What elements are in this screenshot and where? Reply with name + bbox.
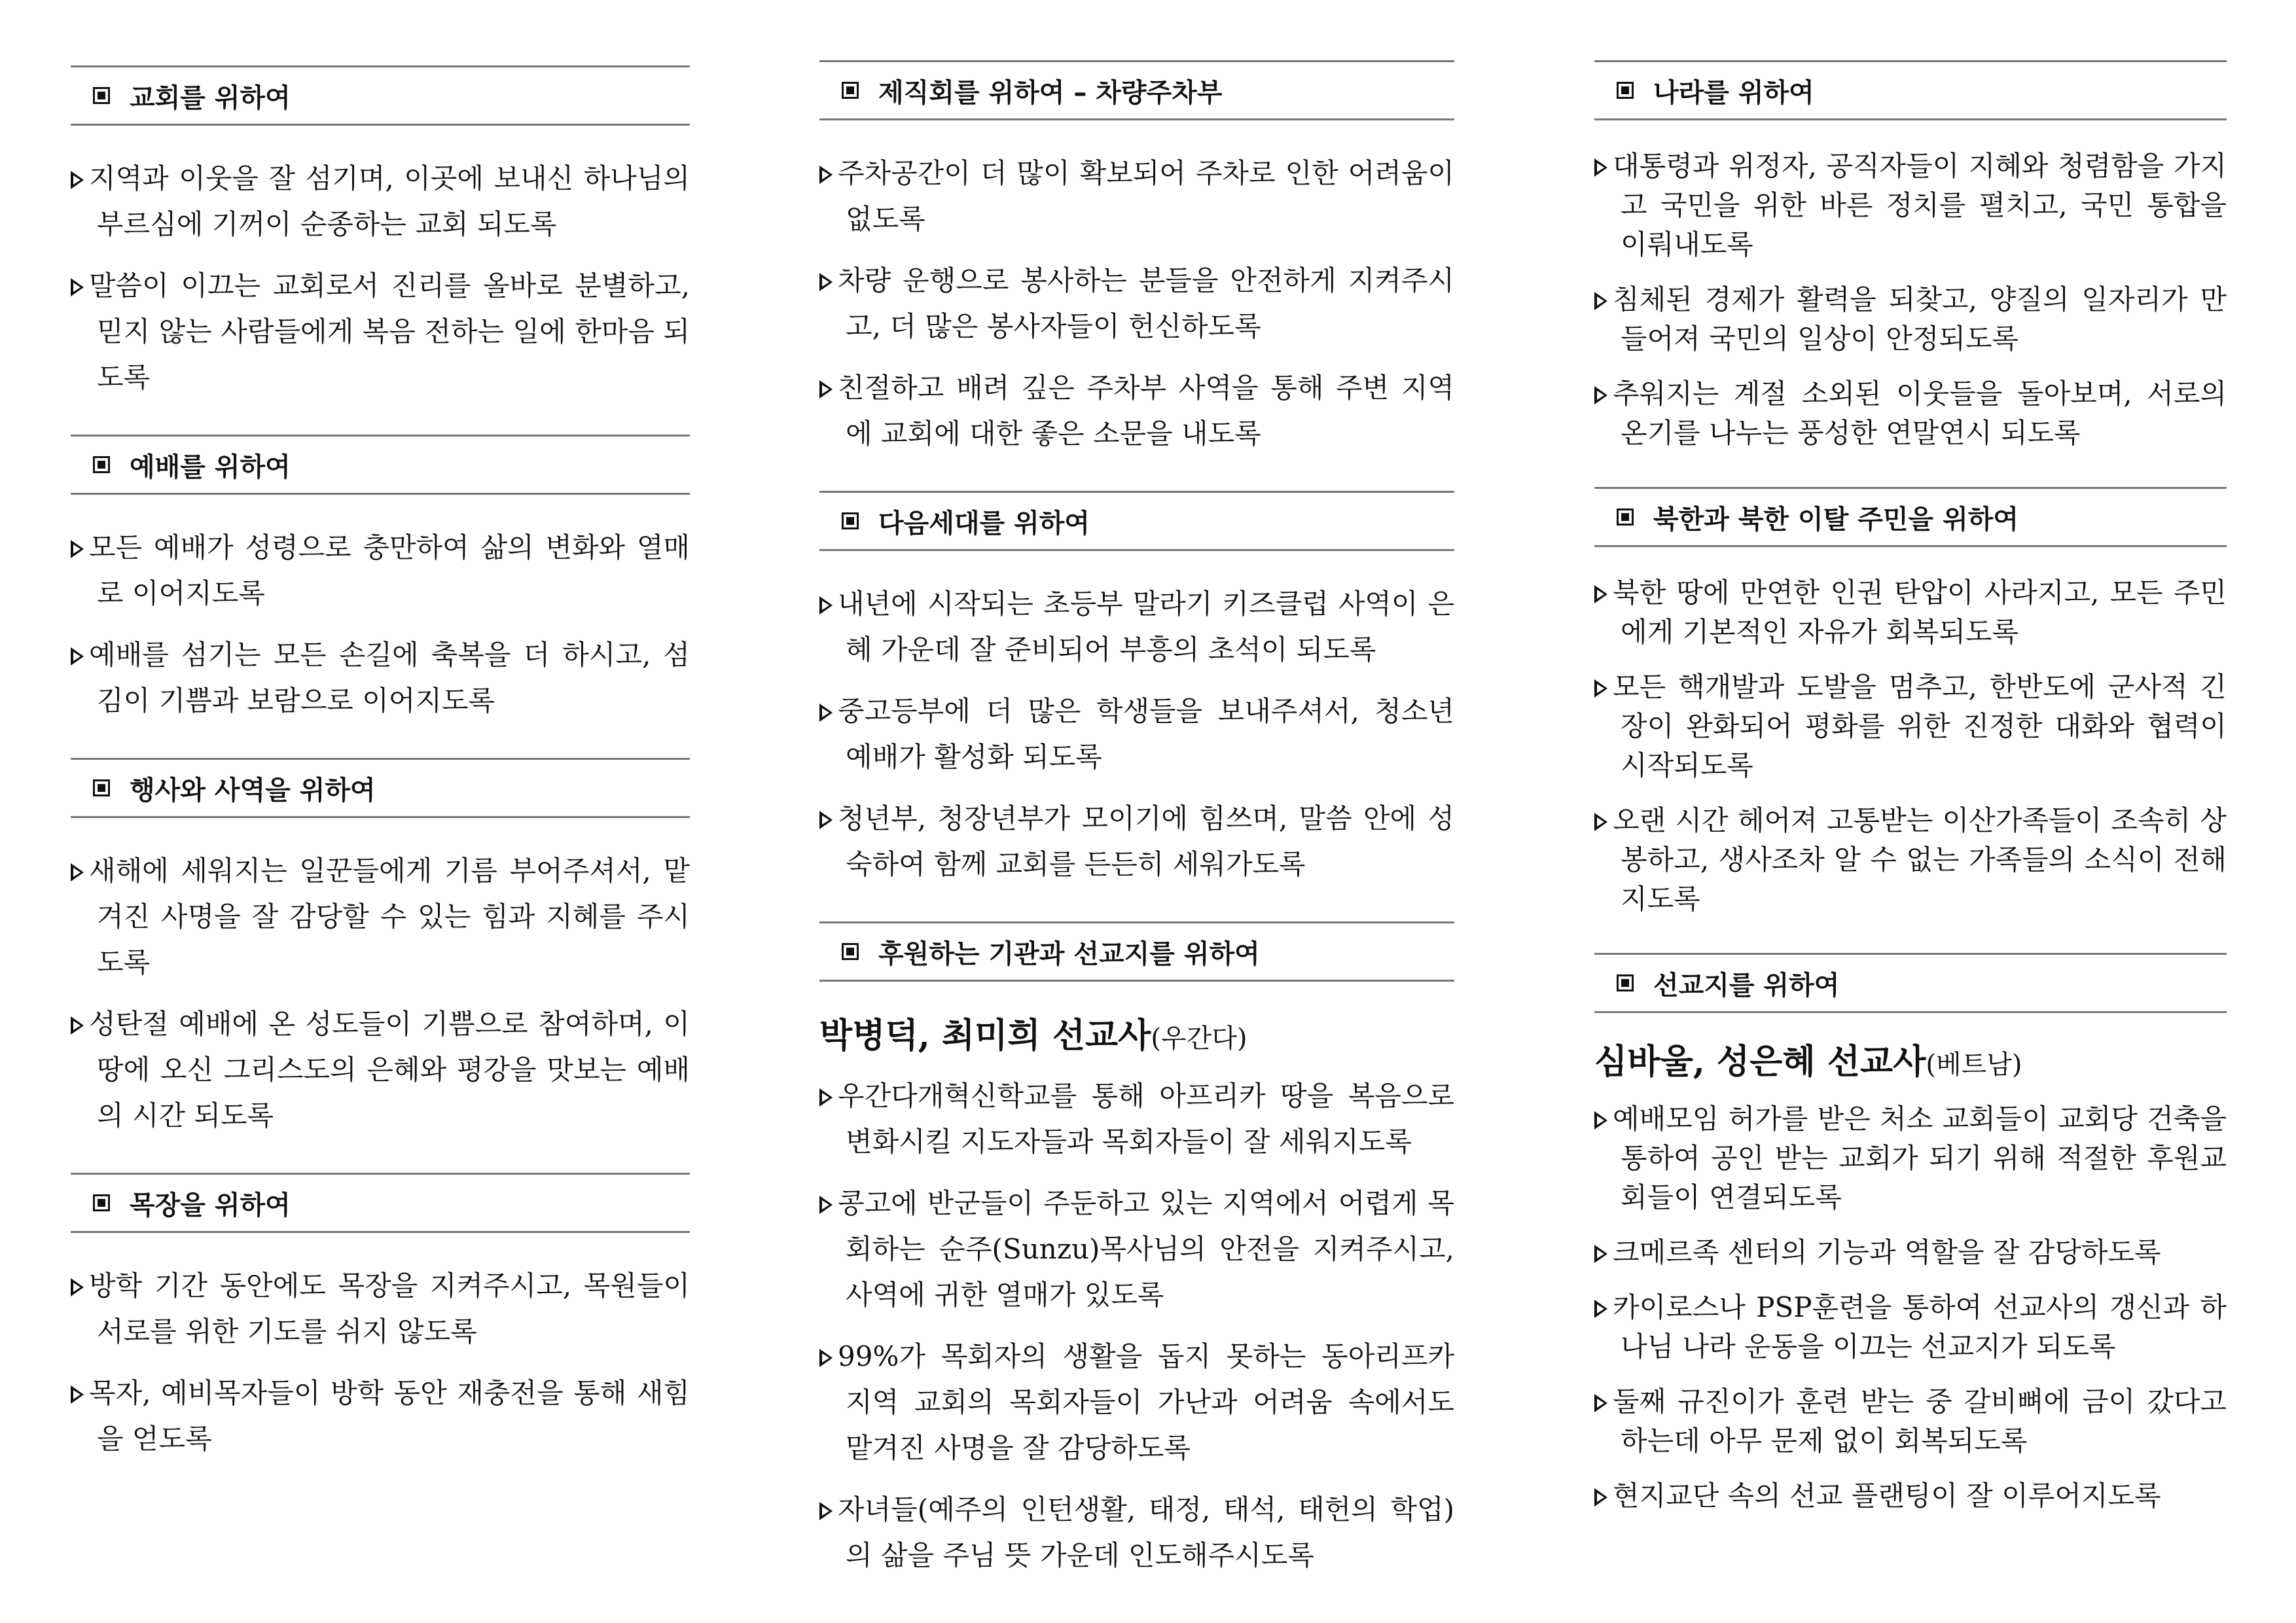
section-heading-events: [71, 758, 690, 818]
triangle-bullet-icon: [819, 380, 833, 399]
square-bullet-icon: [93, 779, 110, 796]
prayer-text: 둘째 규진이가 훈련 받는 중 갈비뼈에 금이 갔다고 하는데 아무 문제 없이 회복되도록: [1613, 1385, 2227, 1457]
triangle-bullet-icon: [71, 171, 84, 189]
column-2: [819, 60, 1454, 1613]
prayer-text: 말씀이 이끄는 교회로서 진리를 올바로 분별하고, 믿지 않는 사람들에게 복음 전하는 일에 한마음 되도록: [89, 270, 690, 393]
square-bullet-icon: [93, 456, 110, 473]
prayer-item: [1594, 801, 2227, 919]
prayer-item: [819, 365, 1454, 457]
prayer-text: 새해에 세워지는 일꾼들에게 기름 부어주셔서, 맡겨진 사명을 잘 감당할 수 있는 힘과 지혜를 주시도록: [89, 855, 690, 978]
triangle-bullet-icon: [71, 1016, 84, 1035]
triangle-bullet-icon: [819, 811, 833, 829]
prayer-text: 콩고에 반군들이 주둔하고 있는 지역에서 어렵게 목회하는 순주(Sunzu)목사님의 안전을 지켜주시고, 사역에 귀한 열매가 있도록: [838, 1187, 1454, 1311]
triangle-bullet-icon: [1594, 813, 1607, 831]
prayer-text: 99%가 목회자의 생활을 돕지 못하는 동아리프카 지역 교회의 목회자들이 가난과 어려움 속에서도 맡겨진 사명을 잘 감당하도록: [838, 1340, 1454, 1464]
support-items: [819, 1061, 1454, 1613]
prayer-item: [71, 632, 690, 724]
triangle-bullet-icon: [1594, 1245, 1607, 1263]
parking-items: [819, 120, 1454, 491]
column-1: [71, 65, 690, 1496]
pastor-items: [71, 1233, 690, 1496]
prayer-text: 침체된 경제가 활력을 되찾고, 양질의 일자리가 만들어져 국민의 일상이 안정되도록: [1613, 283, 2227, 355]
events-items: [71, 818, 690, 1173]
heading-text: 예배를 위하여: [130, 452, 291, 482]
heading-text: 다음세대를 위하여: [878, 508, 1090, 539]
north-items: [1594, 547, 2227, 953]
section-heading-support: [819, 921, 1454, 982]
prayer-text: 청년부, 청장년부가 모이기에 힘쓰며, 말씀 안에 성숙하여 함께 교회를 든든히 세워가도록: [838, 802, 1454, 880]
prayer-text: 우간다개혁신학교를 통해 아프리카 땅을 복음으로 변화시킬 지도자들과 목회자들이 잘 세워지도록: [838, 1080, 1454, 1158]
prayer-item: [819, 581, 1454, 673]
triangle-bullet-icon: [71, 1385, 84, 1404]
missionary-name: 박병덕, 최미희 선교사: [819, 1016, 1151, 1056]
triangle-bullet-icon: [1594, 1300, 1607, 1318]
triangle-bullet-icon: [71, 647, 84, 666]
prayer-item: [71, 1263, 690, 1355]
prayer-item: [1594, 1476, 2227, 1516]
section-heading-nation: [1594, 60, 2227, 120]
prayer-text: 성탄절 예배에 온 성도들이 기쁨으로 참여하며, 이 땅에 오신 그리스도의 은혜와 평강을 맛보는 예배의 시간 되도록: [89, 1008, 690, 1132]
prayer-text: 자녀들(예주의 인턴생활, 태정, 태석, 태헌의 학업)의 삶을 주님 뜻 가운데 인도해주시도록: [838, 1493, 1454, 1571]
prayer-text: 방학 기간 동안에도 목장을 지켜주시고, 목원들이 서로를 위한 기도를 쉬지 않도록: [89, 1270, 690, 1347]
prayer-item: [71, 1001, 690, 1139]
heading-text: 후원하는 기관과 선교지를 위하여: [878, 938, 1260, 969]
worship-items: [71, 495, 690, 758]
section-heading-north: [1594, 487, 2227, 547]
section-heading-pastor: [71, 1173, 690, 1233]
prayer-text: 크메르족 센터의 기능과 역할을 잘 감당하도록: [1613, 1236, 2161, 1268]
square-bullet-icon: [842, 512, 859, 529]
prayer-item: [1594, 280, 2227, 359]
section-heading-mission: [1594, 953, 2227, 1013]
square-bullet-icon: [93, 1194, 110, 1211]
missionary-country: (우간다): [1151, 1024, 1247, 1054]
heading-text: 행사와 사역을 위하여: [130, 775, 376, 806]
prayer-item: [1594, 668, 2227, 785]
prayer-text: 모든 핵개발과 도발을 멈추고, 한반도에 군사적 긴장이 완화되어 평화를 위한 진정한 대화와 협력이 시작되도록: [1613, 671, 2227, 781]
prayer-text: 목자, 예비목자들이 방학 동안 재충전을 통해 새힘을 얻도록: [89, 1377, 690, 1455]
prayer-item: [819, 796, 1454, 887]
square-bullet-icon: [1617, 508, 1634, 526]
prayer-text: 내년에 시작되는 초등부 말라기 키즈클럽 사역이 은혜 가운데 잘 준비되어 부흥의 초석이 되도록: [838, 588, 1454, 666]
section-heading-nextgen: [819, 491, 1454, 551]
prayer-item: [71, 525, 690, 616]
triangle-bullet-icon: [71, 540, 84, 558]
square-bullet-icon: [93, 87, 110, 104]
prayer-text: 추워지는 계절 소외된 이웃들을 돌아보며, 서로의 온기를 나누는 풍성한 연말연시 되도록: [1613, 378, 2227, 449]
square-bullet-icon: [1617, 974, 1634, 991]
prayer-text: 중고등부에 더 많은 학생들을 보내주셔서, 청소년 예배가 활성화 되도록: [838, 695, 1454, 773]
triangle-bullet-icon: [819, 704, 833, 722]
prayer-item: [819, 1334, 1454, 1471]
prayer-text: 대통령과 위정자, 공직자들이 지혜와 청렴함을 가지고 국민을 위한 바른 정치를 펼치고, 국민 통합을 이뤄내도록: [1613, 150, 2227, 260]
prayer-text: 북한 땅에 만연한 인권 탄압이 사라지고, 모든 주민에게 기본적인 자유가 회복되도록: [1613, 577, 2227, 648]
prayer-text: 현지교단 속의 선교 플랜팅이 잘 이루어지도록: [1613, 1480, 2161, 1512]
triangle-bullet-icon: [819, 1196, 833, 1214]
section-heading-church: [71, 65, 690, 126]
section-heading-worship: [71, 435, 690, 495]
prayer-item: [819, 1487, 1454, 1578]
heading-text: 제직회를 위하여 – 차량주차부: [878, 77, 1223, 108]
prayer-text: 예배를 섬기는 모든 손길에 축복을 더 하시고, 섬김이 기쁨과 보람으로 이어지도록: [89, 639, 690, 717]
triangle-bullet-icon: [819, 1088, 833, 1107]
heading-text: 북한과 북한 이탈 주민을 위하여: [1653, 504, 2019, 535]
prayer-text: 지역과 이웃을 잘 섬기며, 이곳에 보내신 하나님의 부르심에 기꺼이 순종하는 교회 되도록: [89, 162, 690, 240]
triangle-bullet-icon: [819, 1502, 833, 1520]
triangle-bullet-icon: [71, 278, 84, 296]
missionary-name-vietnam: [1594, 1039, 2227, 1088]
prayer-item: [1594, 147, 2227, 264]
prayer-item: [1594, 1099, 2227, 1217]
nation-items: [1594, 120, 2227, 487]
triangle-bullet-icon: [1594, 1488, 1607, 1507]
prayer-item: [1594, 1288, 2227, 1366]
prayer-item: [819, 1073, 1454, 1165]
triangle-bullet-icon: [1594, 1111, 1607, 1130]
missionary-name-uganda: [819, 1013, 1454, 1061]
church-items: [71, 126, 690, 435]
prayer-item: [1594, 1382, 2227, 1461]
triangle-bullet-icon: [819, 596, 833, 615]
heading-text: 나라를 위하여: [1653, 77, 1814, 108]
prayer-text: 오랜 시간 헤어져 고통받는 이산가족들이 조속히 상봉하고, 생사조차 알 수 없는 가족들의 소식이 전해지도록: [1613, 804, 2227, 915]
triangle-bullet-icon: [1594, 1394, 1607, 1412]
triangle-bullet-icon: [1594, 585, 1607, 603]
triangle-bullet-icon: [1594, 679, 1607, 698]
triangle-bullet-icon: [71, 1278, 84, 1296]
square-bullet-icon: [1617, 82, 1634, 99]
missionary-name: 심바울, 성은혜 선교사: [1594, 1042, 1926, 1082]
prayer-item: [819, 258, 1454, 349]
prayer-item: [71, 1370, 690, 1462]
prayer-text: 친절하고 배려 깊은 주차부 사역을 통해 주변 지역에 교회에 대한 좋은 소문을 내도록: [838, 372, 1454, 450]
nextgen-items: [819, 551, 1454, 921]
triangle-bullet-icon: [819, 273, 833, 291]
triangle-bullet-icon: [1594, 158, 1607, 177]
triangle-bullet-icon: [819, 166, 833, 184]
prayer-item: [819, 151, 1454, 242]
mission-items: [1594, 1088, 2227, 1550]
prayer-text: 카이로스나 PSP훈련을 통하여 선교사의 갱신과 하나님 나라 운동을 이끄는 선교지가 되도록: [1613, 1291, 2227, 1363]
prayer-text: 차량 운행으로 봉사하는 분들을 안전하게 지켜주시고, 더 많은 봉사자들이 헌신하도록: [838, 264, 1454, 342]
prayer-item: [819, 1181, 1454, 1318]
prayer-item: [1594, 573, 2227, 652]
triangle-bullet-icon: [1594, 386, 1607, 404]
prayer-item: [71, 263, 690, 401]
triangle-bullet-icon: [819, 1349, 833, 1367]
heading-text: 목장을 위하여: [130, 1190, 291, 1221]
triangle-bullet-icon: [71, 863, 84, 882]
square-bullet-icon: [842, 943, 859, 960]
prayer-item: [819, 688, 1454, 780]
prayer-item: [1594, 374, 2227, 453]
missionary-country: (베트남): [1926, 1050, 2022, 1080]
heading-text: 선교지를 위하여: [1653, 970, 1840, 1001]
prayer-text: 모든 예배가 성령으로 충만하여 삶의 변화와 열매로 이어지도록: [89, 531, 690, 609]
prayer-text: 주차공간이 더 많이 확보되어 주차로 인한 어려움이 없도록: [838, 157, 1454, 235]
prayer-item: [71, 156, 690, 247]
prayer-item: [71, 848, 690, 986]
column-3: [1594, 60, 2227, 1550]
heading-text: 교회를 위하여: [130, 82, 291, 113]
prayer-text: 예배모임 허가를 받은 처소 교회들이 교회당 건축을 통하여 공인 받는 교회가 되기 위해 적절한 후원교회들이 연결되도록: [1613, 1103, 2227, 1213]
section-heading-parking: [819, 60, 1454, 120]
square-bullet-icon: [842, 82, 859, 99]
triangle-bullet-icon: [1594, 292, 1607, 310]
prayer-item: [1594, 1233, 2227, 1272]
